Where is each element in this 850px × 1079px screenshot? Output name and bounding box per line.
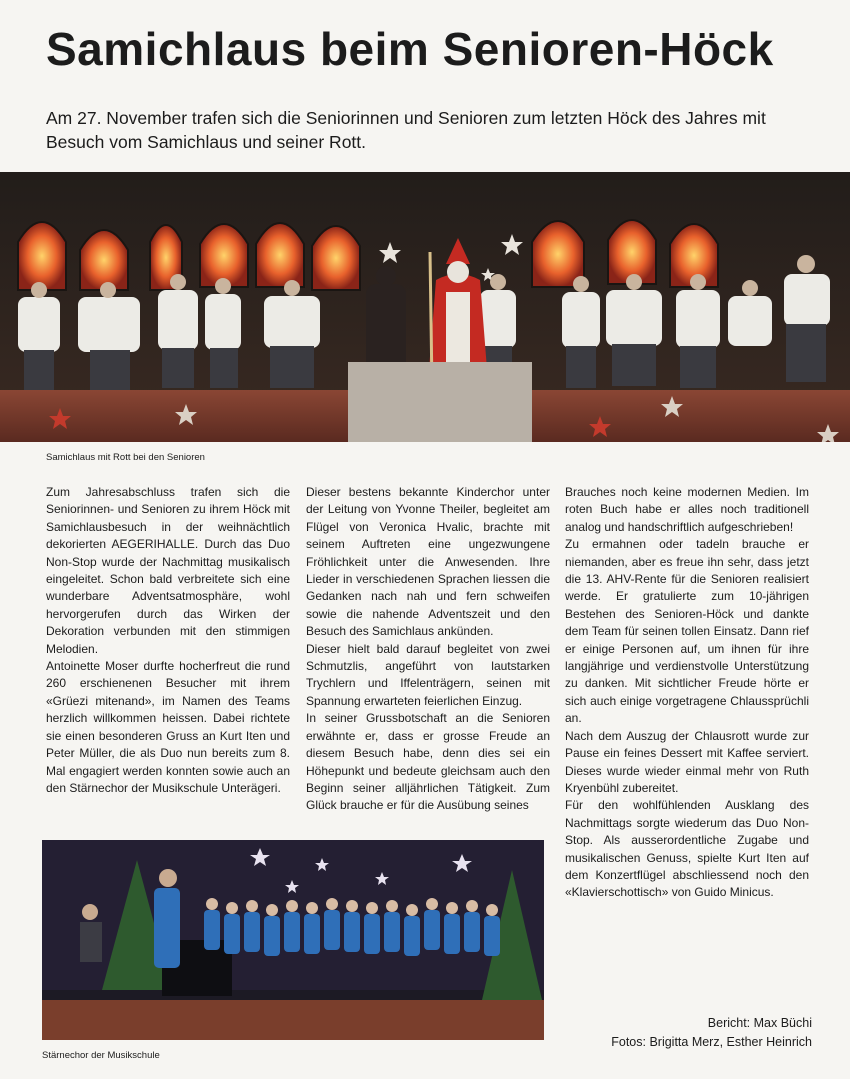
credit-report: Bericht: Max Büchi [707, 1016, 812, 1030]
credit-photos: Fotos: Brigitta Merz, Esther Heinrich [611, 1035, 812, 1049]
paragraph: Nach dem Auszug der Chlausrott wurde zur Pause ein feines Dessert mit Kaffee serviert. Dieses wurde wieder einmal mehr von Ruth Kryenbühl zubereitet. [565, 728, 809, 795]
article-title: Samichlaus beim Senioren-Höck [46, 23, 774, 75]
photo-samichlaus-rott [0, 172, 850, 442]
text-column-1 [46, 484, 290, 797]
paragraph: Dieser bestens bekannte Kinderchor unter der Leitung von Yvonne Theiler, begleitet am Flügel von Veronica Hvalic, brachte mit seinem Auftreten eine ungezwungene Fröhlichkeit unter die Anwesenden. Ihre Lieder in verschiedenen Sprachen liessen die Gedanken nach nah und fern schweifen sowie die nahende Adventszeit und den Besuch des Samichlaus ankünden. [306, 485, 550, 639]
paragraph: Für den wohlfühlenden Ausklang des Nachmittags sorgte wiederum das Duo Non-Stop. Als ausserordentliche Zugabe und musikalischen Genuss, spielte Kurt Iten auf dem Konzertflügel abschliessend noch den «Klavierschottisch» von Guido Minicus. [565, 798, 809, 900]
paragraph: Zu ermahnen oder tadeln brauche er niemanden, aber es freue ihn sehr, dass jetzt die 13. AHV-Rente für die Senioren realisiert werde. Er gratulierte zum 10-jährigen Bestehen des Senioren-Höck und dankte dem Team für seinen tollen Einsatz. Dann rief er einige Personen auf, um ihnen für ihre langjährige und verdienstvolle Unterstützung zu danken. Mit sichtlicher Freude hörte er sich auch einige vorgetragene Chlaussprüchli an. [565, 537, 809, 726]
text-column-2 [306, 484, 550, 815]
paragraph: Zum Jahresabschluss trafen sich die Seniorinnen- und Senioren zu ihrem Höck mit Samichlausbesuch in der weihnächtlich dekorierten AEGERIHALLE. Durch das Duo Non-Stop wurde der Nachmittag musikalisch eingeleitet. Schon bald verbreitete sich eine wunderbare Adventsatmosphäre, wohl hervorgerufen durch das Wirken der Dekoration verbunden mit den stimmigen Melodien. [46, 485, 290, 656]
photo-samichlaus-illustration [0, 172, 850, 442]
paragraph: Brauches noch keine modernen Medien. Im roten Buch habe er alles noch traditionell analog und handschriftlich aufgeschrieben! [565, 485, 809, 534]
paragraph: Antoinette Moser durfte hocherfreut die rund 260 erschienenen Besucher mit ihrem «Grüezi mitenand», im Namen des Teams herzlich willkommen heissen. Dabei richtete sie einen besonderen Gruss an Kurt Iten und Peter Müller, die als Duo nun bereits zum 8. Mal engagiert werden konnten sowie auch an den Stärnechor der Musikschule Unterägeri. [46, 659, 290, 795]
article-credits [611, 1014, 812, 1052]
photo-staernechor-illustration [42, 840, 544, 1040]
photo2-caption: Stärnechor der Musikschule [42, 1050, 160, 1061]
photo-staernechor [42, 840, 544, 1040]
paragraph: In seiner Grussbotschaft an die Senioren erwähnte er, dass er grosse Freude an diesem Besuch habe, denn dies sei ein Höhepunkt und bedeute gleichsam auch den Beginn seiner alljährlichen Tätigkeit. Zum Glück brauche er für die Ausübung seines [306, 711, 550, 813]
photo1-caption: Samichlaus mit Rott bei den Senioren [46, 452, 205, 463]
text-column-3 [565, 484, 809, 902]
article-lead: Am 27. November trafen sich die Seniorinnen und Senioren zum letzten Höck des Jahres mit Besuch vom Samichlaus und seiner Rott. [46, 108, 766, 152]
paragraph: Dieser hielt bald darauf begleitet von zwei Schmutzlis, angeführt von lautstarken Trychlern und Iffelenträgern, seinen mit Spannung erwarteten feierlichen Einzug. [306, 641, 550, 708]
